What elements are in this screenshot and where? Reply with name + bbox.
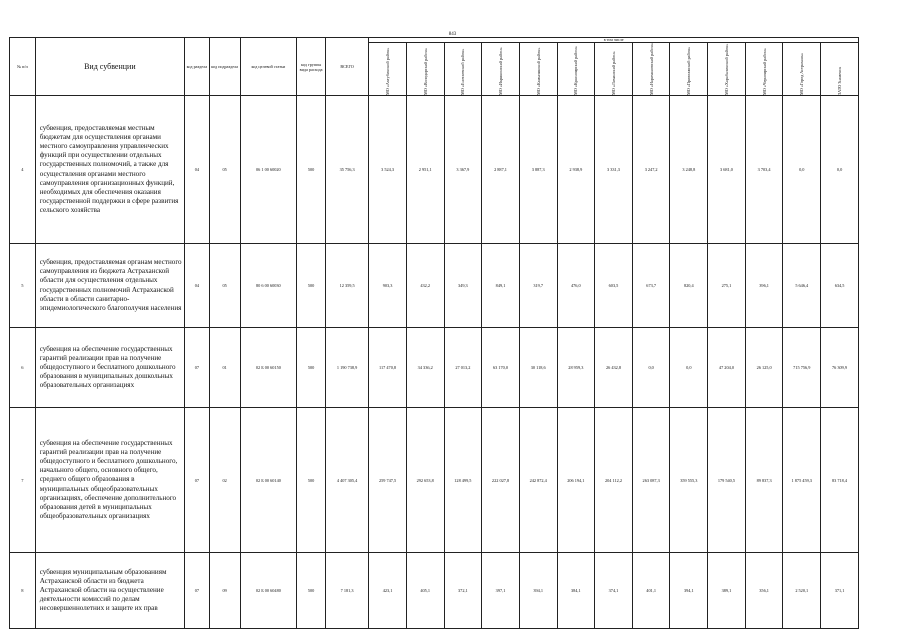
row-district-value: 476,0 xyxy=(557,244,595,328)
table-row xyxy=(10,553,859,629)
row-district-value: 0,0 xyxy=(783,96,821,244)
row-razdel: 07 xyxy=(184,408,209,553)
row-district-value: 3 524,3 xyxy=(369,96,407,244)
row-vr: 500 xyxy=(297,96,326,244)
row-district-value: 2 951,1 xyxy=(406,96,444,244)
row-district-value: 204 112,2 xyxy=(595,408,633,553)
header-incl: в том числе xyxy=(369,38,859,43)
row-district-value: 2 520,1 xyxy=(783,553,821,629)
row-total: 4 407 305,4 xyxy=(325,408,368,553)
row-district-value: 89 837,3 xyxy=(745,408,783,553)
row-total: 12 359,5 xyxy=(325,244,368,328)
row-number: 8 xyxy=(10,553,36,629)
header-district: МО «Наримановский район» xyxy=(648,43,654,95)
row-district-value: 715 756,9 xyxy=(783,328,821,408)
table-row xyxy=(10,408,859,553)
row-description: субвенция, предоставляемая местным бюджетам для осуществления органами местного самоуправления управленческих функций при осуществлении отдельных государственных полномочий, а также для осуществления органами местного самоуправления организационных функций, необходимых для обеспечения оказания государственной поддержки в сфере развития сельского хозяйства xyxy=(35,96,184,244)
table-row xyxy=(10,96,859,244)
header-vr: код группы вида расхода xyxy=(297,38,326,96)
row-district-value: 3 703,4 xyxy=(745,96,783,244)
row-district-value: 30 118,6 xyxy=(519,328,557,408)
row-district-value: 76 309,9 xyxy=(821,328,859,408)
row-district-value: 222 027,8 xyxy=(482,408,520,553)
table-row xyxy=(10,328,859,408)
row-number: 5 xyxy=(10,244,36,328)
row-district-value: 2 938,9 xyxy=(557,96,595,244)
row-district-value: 396,1 xyxy=(745,244,783,328)
header-district: ЗАТО Знаменск xyxy=(837,66,843,95)
row-district-value: 242 872,4 xyxy=(519,408,557,553)
header-total: ВСЕГО xyxy=(325,38,368,96)
row-district-value: 397,1 xyxy=(482,553,520,629)
header-csr: код целевой статьи xyxy=(240,38,297,96)
row-district-value: 374,1 xyxy=(595,553,633,629)
table-row xyxy=(10,244,859,328)
row-district-value: 3 247,2 xyxy=(632,96,670,244)
row-district-value: 179 540,5 xyxy=(708,408,746,553)
row-district-value: 3 367,9 xyxy=(444,96,482,244)
row-csr: 02 Б 00 60140 xyxy=(240,408,297,553)
row-district-value: 401,1 xyxy=(632,553,670,629)
row-number: 6 xyxy=(10,328,36,408)
header-district: МО «Икрянинский район» xyxy=(498,47,504,95)
row-total: 35 756,3 xyxy=(325,96,368,244)
row-district-value: 34 336,2 xyxy=(406,328,444,408)
row-district-value: 3 681,0 xyxy=(708,96,746,244)
header-district: МО «Камызякский район» xyxy=(535,47,541,95)
header-razdel: код раздела xyxy=(184,38,209,96)
row-district-value: 356,1 xyxy=(745,553,783,629)
table-body xyxy=(10,96,859,629)
row-district-value: 405,1 xyxy=(406,553,444,629)
row-number: 4 xyxy=(10,96,36,244)
row-district-value: 27 013,2 xyxy=(444,328,482,408)
row-district-value: 0,0 xyxy=(821,96,859,244)
row-district-value: 3 331,3 xyxy=(595,96,633,244)
row-district-value: 603,5 xyxy=(595,244,633,328)
row-district-value: 292 653,8 xyxy=(406,408,444,553)
row-description: субвенция, предоставляемая органам местного самоуправления из бюджета Астраханской области для осуществления отдельных государственных полномочий Астраханской области в области санитарно-эпидемиологического благополучия населения xyxy=(35,244,184,328)
row-district-value: 820,4 xyxy=(670,244,708,328)
row-vr: 500 xyxy=(297,408,326,553)
row-description: субвенция на обеспечение государственных гарантий реализации прав на получение общедоступного и бесплатного дошкольного, начального общего, основного общего, среднего общего образования в муниципальных общеобразовательных организациях, обеспечение дополнительного образования детей в муниципальных общеобразовательных организациях xyxy=(35,408,184,553)
row-district-value: 394,1 xyxy=(519,553,557,629)
row-district-value: 206 194,1 xyxy=(557,408,595,553)
row-razdel: 04 xyxy=(184,96,209,244)
row-podrazdel: 01 xyxy=(209,328,240,408)
row-district-value: 319,7 xyxy=(519,244,557,328)
row-total: 7 181,3 xyxy=(325,553,368,629)
subvention-table xyxy=(9,37,859,629)
header-no: № п/п xyxy=(10,38,36,96)
header-district: МО «Володарский район» xyxy=(422,48,428,95)
row-total: 1 190 738,9 xyxy=(325,328,368,408)
row-district-value: 259 747,5 xyxy=(369,408,407,553)
row-district-value: 394,1 xyxy=(670,553,708,629)
row-razdel: 04 xyxy=(184,244,209,328)
header-district: МО «Ахтубинский район» xyxy=(385,47,391,95)
row-district-value: 47 204,0 xyxy=(708,328,746,408)
row-district-value: 3 887,3 xyxy=(519,96,557,244)
row-csr: 06 1 00 60020 xyxy=(240,96,297,244)
row-podrazdel: 02 xyxy=(209,408,240,553)
page-number: 843 xyxy=(448,32,457,37)
header-district: МО «Харабалинский район» xyxy=(723,43,729,95)
row-district-value: 117 470,8 xyxy=(369,328,407,408)
row-district-value: 673,7 xyxy=(632,244,670,328)
row-district-value: 0,0 xyxy=(632,328,670,408)
row-vr: 500 xyxy=(297,553,326,629)
row-district-value: 349,3 xyxy=(444,244,482,328)
row-district-value: 28 959,3 xyxy=(557,328,595,408)
row-district-value: 1 875 459,3 xyxy=(783,408,821,553)
row-csr: 02 Б 00 60150 xyxy=(240,328,297,408)
row-podrazdel: 05 xyxy=(209,96,240,244)
header-district: МО «Черноярский район» xyxy=(761,48,767,95)
row-razdel: 07 xyxy=(184,553,209,629)
row-district-value: 275,1 xyxy=(708,244,746,328)
row-vr: 500 xyxy=(297,328,326,408)
row-district-value: 63 170,0 xyxy=(482,328,520,408)
row-district-value: 5 646,4 xyxy=(783,244,821,328)
row-podrazdel: 05 xyxy=(209,244,240,328)
row-csr: 02 Б 00 60480 xyxy=(240,553,297,629)
row-district-value: 83 718,4 xyxy=(821,408,859,553)
row-district-value: 3 248,8 xyxy=(670,96,708,244)
row-district-value: 384,1 xyxy=(557,553,595,629)
row-district-value: 849,1 xyxy=(482,244,520,328)
row-number: 7 xyxy=(10,408,36,553)
row-district-value: 2 887,1 xyxy=(482,96,520,244)
header-district: МО «Город Астрахань» xyxy=(799,52,805,95)
row-district-value: 371,1 xyxy=(821,553,859,629)
header-district: МО «Енотаевский район» xyxy=(460,48,466,95)
row-podrazdel: 09 xyxy=(209,553,240,629)
row-district-value: 389,1 xyxy=(708,553,746,629)
row-district-value: 26 432,8 xyxy=(595,328,633,408)
row-district-value: 128 499,5 xyxy=(444,408,482,553)
row-district-value: 0,0 xyxy=(670,328,708,408)
row-district-value: 634,5 xyxy=(821,244,859,328)
header-district: МО «Красноярский район» xyxy=(573,46,579,95)
header-type: Вид субвенции xyxy=(35,38,184,96)
row-csr: 80 6 00 60030 xyxy=(240,244,297,328)
row-vr: 500 xyxy=(297,244,326,328)
row-razdel: 07 xyxy=(184,328,209,408)
row-district-value: 263 087,3 xyxy=(632,408,670,553)
row-description: субвенция на обеспечение государственных гарантий реализации прав на получение общедоступного и бесплатного дошкольного образования в муниципальных дошкольных образовательных организациях xyxy=(35,328,184,408)
row-description: субвенция муниципальным образованиям Астраханской области из бюджета Астраханской области на осуществление деятельности комиссий по делам несовершеннолетних и защите их прав xyxy=(35,553,184,629)
header-district: МО «Лиманский район» xyxy=(610,51,616,95)
header-district: МО «Приволжский район» xyxy=(686,46,692,95)
row-district-value: 372,1 xyxy=(444,553,482,629)
row-district-value: 423,1 xyxy=(369,553,407,629)
row-district-value: 359 555,3 xyxy=(670,408,708,553)
row-district-value: 432,2 xyxy=(406,244,444,328)
header-podrazdel: код подраздела xyxy=(209,38,240,96)
row-district-value: 26 125,0 xyxy=(745,328,783,408)
row-district-value: 903,3 xyxy=(369,244,407,328)
